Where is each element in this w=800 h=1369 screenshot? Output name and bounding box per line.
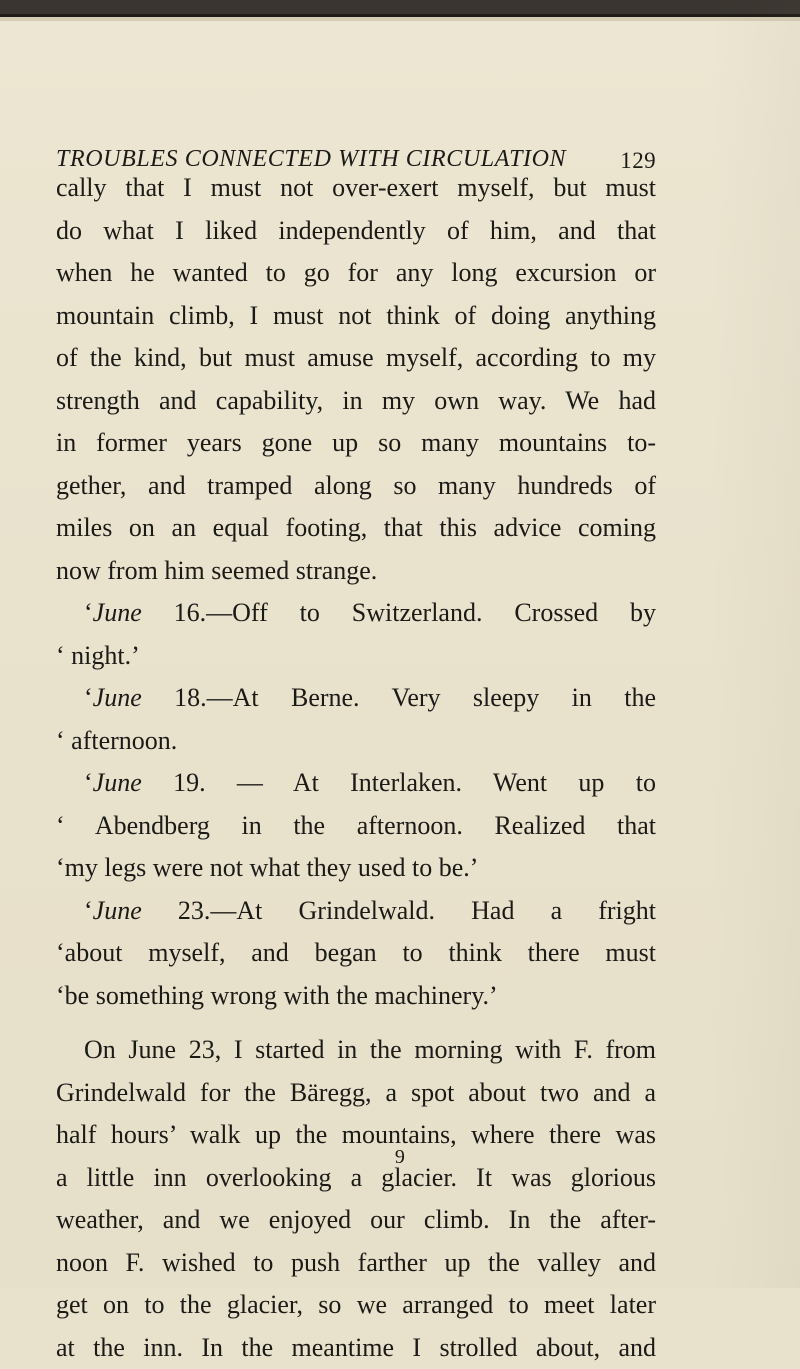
- diary-entry-line: ‘ Abendberg in the afternoon. Realized that: [56, 805, 656, 848]
- page-shading: [710, 0, 800, 1288]
- diary-entry-line: ‘June 16.—Off to Switzerland. Crossed by: [56, 592, 656, 635]
- diary-entry-line: ‘ night.’: [56, 635, 656, 678]
- text-line: miles on an equal footing, that this advice coming: [56, 507, 656, 550]
- diary-entry-line: ‘be something wrong with the machinery.’: [56, 975, 656, 1018]
- text-line: noon F. wished to push farther up the valley and: [56, 1242, 656, 1285]
- diary-text: be something wrong with the machinery.’: [65, 981, 498, 1010]
- text-line: mountain climb, I must not think of doing anything: [56, 295, 656, 338]
- diary-text: Abendberg in the afternoon. Realized that: [95, 811, 656, 840]
- text-line: strength and capability, in my own way. We had: [56, 380, 656, 423]
- diary-text: 16.—Off to Switzerland. Crossed by: [174, 598, 656, 627]
- diary-entry-line: ‘about myself, and began to think there must: [56, 932, 656, 975]
- text-line: On June 23, I started in the morning with F. from: [56, 1029, 656, 1072]
- diary-date: June: [93, 598, 142, 627]
- text-line: half hours’ walk up the mountains, where there was: [56, 1114, 656, 1157]
- diary-entry-line: ‘June 19. — At Interlaken. Went up to: [56, 762, 656, 805]
- text-line: cally that I must not over-exert myself, but must: [56, 167, 656, 210]
- text-line: weather, and we enjoyed our climb. In the after-: [56, 1199, 656, 1242]
- diary-text: 19. — At Interlaken. Went up to: [173, 768, 656, 797]
- text-line: gether, and tramped along so many hundreds of: [56, 465, 656, 508]
- diary-text: about myself, and began to think there must: [65, 938, 656, 967]
- page-top-highlight: [0, 17, 800, 21]
- diary-text: my legs were not what they used to be.’: [65, 853, 479, 882]
- text-line: Grindelwald for the Bäregg, a spot about two and a: [56, 1072, 656, 1115]
- text-line: at the inn. In the meantime I strolled about, and: [56, 1327, 656, 1369]
- paragraph-gap: [56, 1017, 656, 1029]
- running-title: TROUBLES CONNECTED WITH CIRCULATION: [56, 146, 566, 173]
- diary-text: afternoon.: [71, 726, 177, 755]
- page-number: 129: [620, 148, 656, 174]
- diary-date: June: [93, 768, 142, 797]
- diary-text: night.’: [71, 641, 140, 670]
- text-line: a little inn overlooking a glacier. It was glorious: [56, 1157, 656, 1200]
- diary-entry-line: ‘June 18.—At Berne. Very sleepy in the: [56, 677, 656, 720]
- text-line: of the kind, but must amuse myself, according to my: [56, 337, 656, 380]
- text-line: get on to the glacier, so we arranged to meet later: [56, 1284, 656, 1327]
- text-line: do what I liked independently of him, and that: [56, 210, 656, 253]
- text-line: now from him seemed strange.: [56, 550, 656, 593]
- signature-mark: 9: [0, 1146, 800, 1169]
- diary-date: June: [93, 683, 142, 712]
- text-line: in former years gone up so many mountains to-: [56, 422, 656, 465]
- diary-entry-line: ‘ afternoon.: [56, 720, 656, 763]
- page-top-edge: [0, 0, 800, 14]
- text-line: when he wanted to go for any long excursion or: [56, 252, 656, 295]
- diary-text: 23.—At Grindelwald. Had a fright: [178, 896, 656, 925]
- body-text: [56, 167, 656, 1369]
- diary-entry-line: ‘June 23.—At Grindelwald. Had a fright: [56, 890, 656, 933]
- diary-text: 18.—At Berne. Very sleepy in the: [174, 683, 656, 712]
- diary-date: June: [93, 896, 142, 925]
- diary-entry-line: ‘my legs were not what they used to be.’: [56, 847, 656, 890]
